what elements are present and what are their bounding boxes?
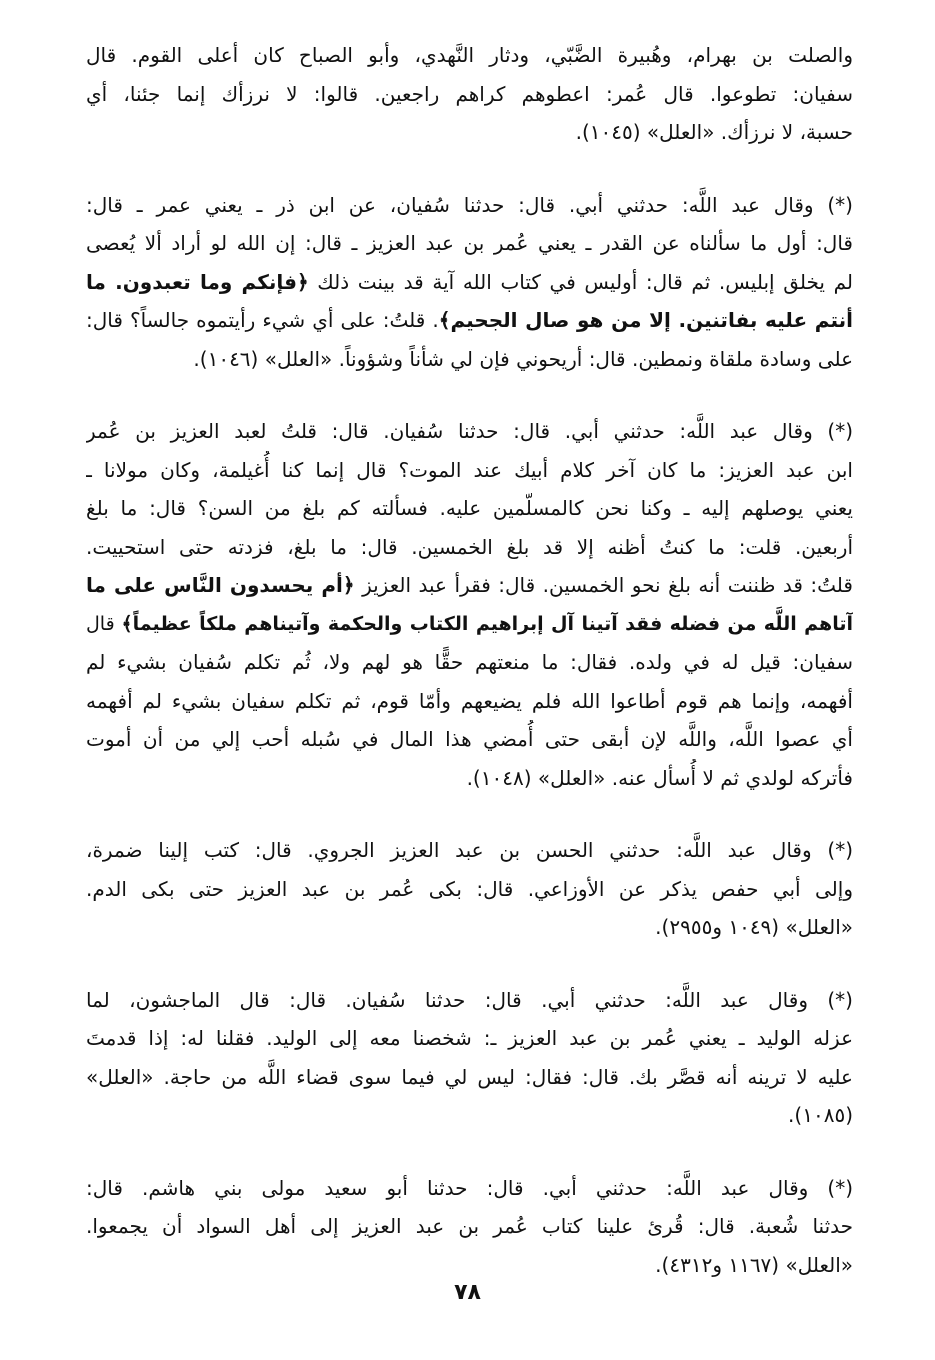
text-segment: (*) وقال عبد اللَّه: حدثني أبي. قال: حدثنا سُفيان. قال: قال الماجشون، لما (86, 987, 853, 1012)
text-segment: . قلتُ: على أي شيء رأيتموه جالساً؟ قال: (86, 308, 439, 332)
text-line (86, 831, 853, 870)
text-line (86, 113, 853, 152)
text-segment: فأتركه لولدي ثم لا أُسأل عنه. «العلل» (١٠٤٨). (466, 765, 853, 790)
text-line (86, 36, 853, 75)
quran-verse-text: ﴿أم يحسدون النَّاس على ما (86, 573, 355, 597)
text-line (86, 263, 853, 302)
text-segment: وإلى أبي حفص يذكر عن الأوزاعي. قال: بكى عُمر بن عبد العزيز حتى بكى الدم. (86, 876, 853, 901)
text-segment: «العلل» (١١٦٧ و٤٣١٢). (655, 1252, 853, 1277)
text-segment: (*) وقال عبد اللَّه: حدثني أبي. قال: حدثنا سُفيان. قال: قلتُ لعبد العزيز بن عُمر (86, 419, 853, 443)
text-line (86, 759, 853, 798)
quran-verse-text: آتاهم اللَّه من فضله فقد آتينا آل إبراهيم الكتاب والحكمة وآتيناهم ملكاً عظيماً﴾ (121, 612, 853, 635)
paragraph (86, 186, 853, 379)
text-line (86, 566, 853, 605)
text-line (86, 605, 853, 644)
text-line (86, 489, 853, 528)
text-segment: «العلل» (١٠٤٩ و٢٩٥٥). (655, 915, 853, 939)
text-line (86, 1058, 853, 1097)
text-segment: قال (86, 612, 122, 635)
text-line (86, 1246, 853, 1285)
text-line (86, 340, 853, 379)
text-segment: سفيان: تطوعوا. قال عُمر: اعطوهم كراهم راجعين. قالوا: لا نرزأك إنما جئنا، أي (86, 81, 853, 106)
paragraph (86, 412, 853, 797)
text-line (86, 870, 853, 909)
text-line (86, 528, 853, 567)
text-line (86, 412, 853, 451)
text-line (86, 186, 853, 225)
text-segment: عزله الوليد ـ يعني عُمر بن عبد العزيز ـ: شخصنا معه إلى الوليد. فقلنا له: إذا قدمتَ (86, 1026, 853, 1050)
text-segment: ابن عبد العزيز: ما كان آخر كلام أبيك عند الموت؟ قال إنما كنا أُغيلمة، وكان مولانا ـ (86, 457, 853, 482)
text-line (86, 643, 853, 682)
paragraph (86, 831, 853, 947)
text-segment: أربعين. قلت: ما كنتُ أظنه إلا قد بلغ الخمسين. قال: ما بلغ، فزدته حتى استحييت. (86, 534, 853, 559)
text-segment: والصلت بن بهرام، وهُبيرة الضَّبّي، ودثار النَّهدي، وأبو الصباح كان أعلى القوم. قال (86, 43, 853, 67)
text-segment: عليه لا ترينه أنه قصَّر بك. قال: فقال: ليس لي فيما سوى قضاء اللَّه من حاجة. «العلل» (86, 1064, 853, 1089)
page-number: ٧٨ (454, 1280, 481, 1305)
text-segment: أفهمه، وإنما هم قوم أطاعوا الله فلم يضيعهم وأمّا قوم، ثم تكلم سفيان بشيء لم أفهمه (86, 688, 853, 713)
text-segment: حدثنا شُعبة. قال: قُرئ علينا كتاب عُمر بن عبد العزيز إلى أهل السواد أن يجمعوا. (86, 1214, 853, 1238)
text-segment: (*) وقال عبد اللَّه: حدثني أبي. قال: حدثنا سُفيان، عن ابن ذر ـ يعني عمر ـ قال: (86, 192, 853, 217)
text-line (86, 981, 853, 1020)
text-segment: لم يخلق إبليس. ثم قال: أوليس في كتاب الله آية قد بينت ذلك (308, 269, 853, 294)
paragraph (86, 36, 853, 152)
text-segment: (*) وقال عبد اللَّه: حدثني الحسن بن عبد العزيز الجروي. قال: كتب إلينا ضمرة، (86, 838, 853, 862)
text-line (86, 1207, 853, 1246)
text-segment: يعني يوصلهم إليه ـ وكنا نحن كالمسلّمين عليه. فسألته كم بلغ من السن؟ قال: ما بلغ (86, 496, 853, 520)
text-line (86, 224, 853, 263)
text-segment: قال: أول ما سألناه عن القدر ـ يعني عُمر بن عبد العزيز ـ قال: إن الله لو أراد ألا يُعصى (86, 231, 853, 255)
paragraph (86, 1169, 853, 1285)
text-segment: (*) وقال عبد اللَّه: حدثني أبي. قال: حدثنا أبو سعيد مولى بني هاشم. قال: (86, 1175, 853, 1200)
text-line (86, 1169, 853, 1208)
paragraph (86, 981, 853, 1135)
text-line (86, 682, 853, 721)
text-line (86, 720, 853, 759)
text-line (86, 1096, 853, 1135)
text-segment: حسبة، لا نرزأك. «العلل» (١٠٤٥). (575, 120, 853, 144)
text-body (86, 36, 853, 1284)
text-segment: سفيان: قيل له في ولده. فقال: ما منعتهم حقًّا هو لهم ولا، ثُم تكلم سُفيان بشيء لم (86, 650, 853, 674)
quran-verse-text: ﴿فإنكم وما تعبدون. ما (86, 269, 309, 294)
text-line (86, 451, 853, 490)
text-segment: على وسادة ملقاة ونمطين. قال: أريحوني فإن لي شأناً وشؤوناً. «العلل» (١٠٤٦). (193, 346, 853, 371)
text-segment: أي عصوا اللَّه، واللَّه لإن أبقى حتى أُمضي هذا المال في سُبله أحب إلي من أن أموت (86, 727, 853, 751)
text-line (86, 75, 853, 114)
text-line (86, 908, 853, 947)
text-segment: قلتُ: قد ظننت أنه بلغ نحو الخمسين. قال: فقرأ عبد العزيز (354, 573, 853, 597)
text-line (86, 1019, 853, 1058)
text-segment: (١٠٨٥). (788, 1103, 853, 1127)
text-line (86, 301, 853, 340)
quran-verse-text: أنتم عليه بفاتنين. إلا من هو صال الجحيم﴾ (438, 308, 853, 332)
